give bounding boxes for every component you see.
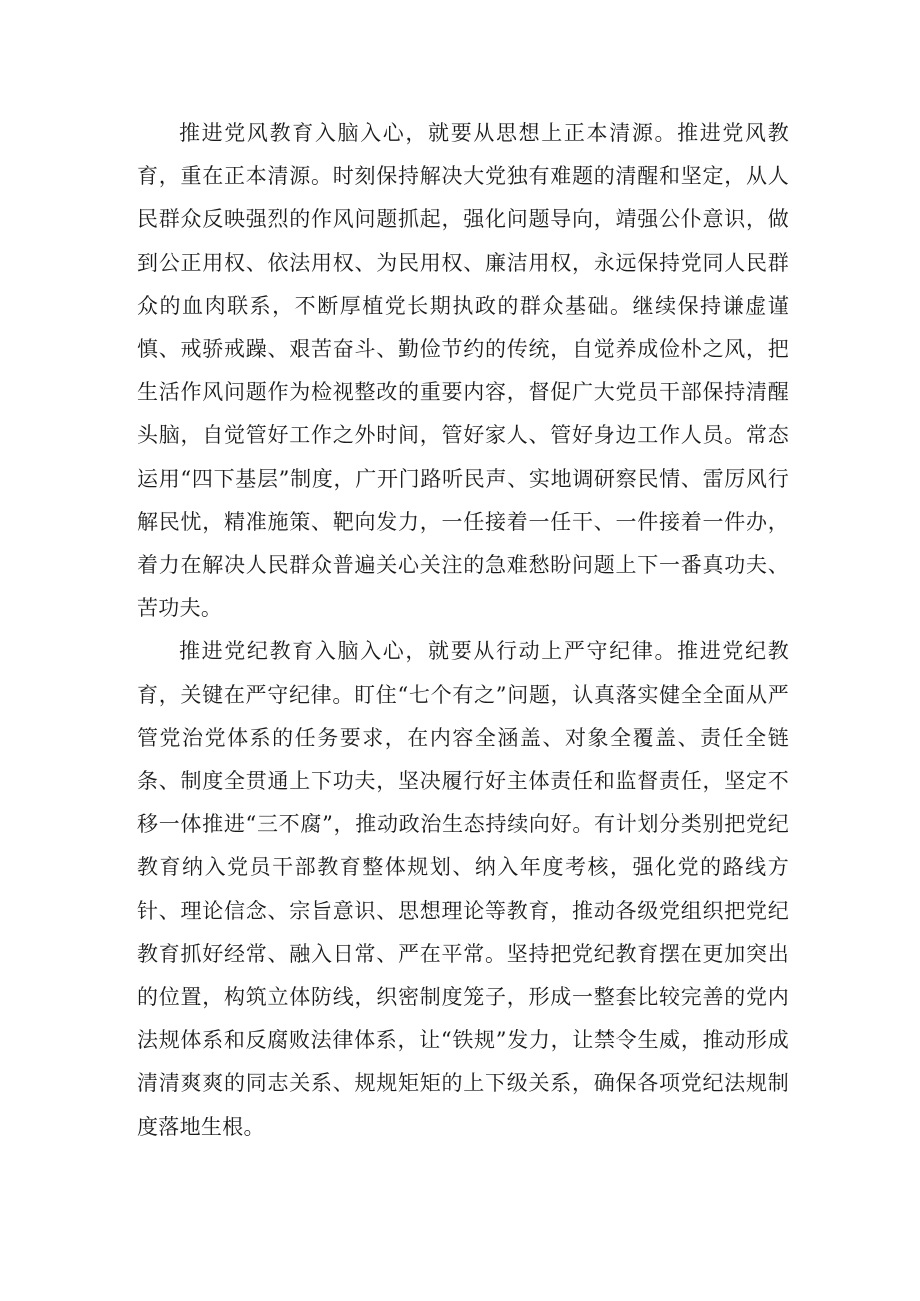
paragraph-party-discipline: 推进党纪教育入脑入心，就要从行动上严守纪律。推进党纪教育，关键在严守纪律。盯住“七个有之”问题，认真落实健全全面从严管党治党体系的任务要求，在内容全涵盖、对象全覆盖、责任全链条、制度全贯通上下功夫，坚决履行好主体责任和监督责任，坚定不移一体推进“三不腐”，推动政治生态持续向好。有计划分类别把党纪教育纳入党员干部教育整体规划、纳入年度考核，强化党的路线方针、理论信念、宗旨意识、思想理论等教育，推动各级党组织把党纪教育抓好经常、融入日常、严在平常。坚持把党纪教育摆在更加突出的位置，构筑立体防线，织密制度笼子，形成一整套比较完善的党内法规体系和反腐败法律体系，让“铁规”发力，让禁令生威，推动形成清清爽爽的同志关系、规规矩矩的上下级关系，确保各项党纪法规制度落地生根。 [137,639,789,1139]
paragraph-party-style: 推进党风教育入脑入心，就要从思想上正本清源。推进党风教育，重在正本清源。时刻保持解决大党独有难题的清醒和坚定，从人民群众反映强烈的作风问题抓起，强化问题导向，靖强公仆意识，做到公正用权、依法用权、为民用权、廉洁用权，永远保持党同人民群众的血肉联系，不断厚植党长期执政的群众基础。继续保持谦虚谨慎、戒骄戒躁、艰苦奋斗、勤俭节约的传统，自觉养成俭朴之风，把生活作风问题作为检视整改的重要内容，督促广大党员干部保持清醒头脑，自觉管好工作之外时间，管好家人、管好身边工作人员。常态运用“四下基层”制度，广开门路听民声、实地调研察民情、雷厉风行解民忧，精准施策、靶向发力，一任接着一任干、一件接着一件办，着力在解决人民群众普遍关心关注的急难愁盼问题上下一番真功夫、苦功夫。 [137,121,789,621]
document-body [137,112,789,1149]
